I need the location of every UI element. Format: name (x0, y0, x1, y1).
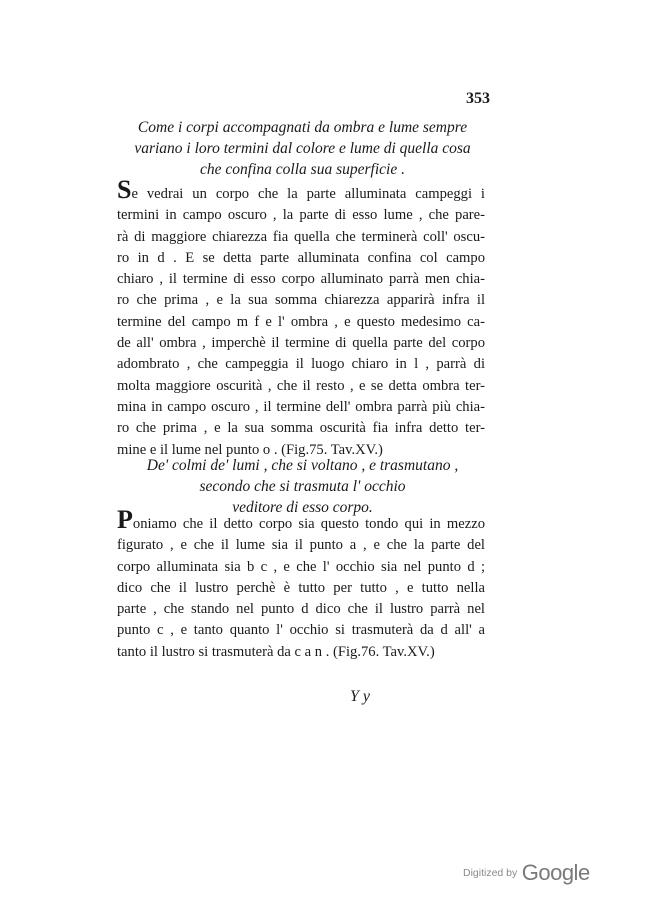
signature-mark: Y y (350, 688, 370, 705)
paragraph-line: mine e il lume nel punto o . (Fig.75. Tav.XV.) (117, 441, 383, 458)
paragraph-first-line: e vedrai un corpo che la parte alluminata campeggi i (131, 186, 485, 202)
heading-line: veditore di esso corpo. (232, 499, 373, 516)
heading-line: Come i corpi accompagnati da ombra e lume sempre (137, 119, 468, 136)
watermark-brand: Google (521, 860, 590, 885)
heading-line: che confina colla sua superficie . (200, 161, 405, 178)
paragraph-line: punto c , e tanto quanto l' occhio si trasmuterà da d all' a (117, 622, 485, 639)
paragraph-line: dico che il lustro perchè è tutto per tutto , e tutto nella (117, 579, 485, 596)
paragraph-line: mina in campo oscuro , il termine dell' ombra parrà più chia- (117, 398, 485, 415)
paragraph-line: molta maggiore oscurità , che il resto , e se detta ombra ter- (117, 377, 485, 394)
heading-line: variano i loro termini dal colore e lume di quella cosa (134, 140, 471, 157)
paragraph-line: termine del campo m f e l' ombra , e questo medesimo ca- (117, 313, 485, 330)
watermark-prefix: Digitized by (463, 867, 518, 879)
section-heading-1 (90, 117, 515, 180)
paragraph-line: chiaro , il termine di esso corpo alluminato parrà men chia- (117, 271, 485, 288)
paragraph-line: ro che prima , e la sua somma oscurità fia infra detto ter- (117, 420, 485, 437)
paragraph-line: corpo alluminata sia b c , e che l' occhio sia nel punto d ; (117, 558, 485, 575)
drop-cap: S (117, 175, 132, 204)
paragraph-line (117, 175, 485, 205)
heading-line: secondo che si trasmuta l' occhio (199, 478, 406, 495)
digitization-watermark (463, 860, 603, 886)
heading-line: De' colmi de' lumi , che si voltano , e trasmutano , (146, 457, 459, 474)
paragraph-line: ro in d . E se detta parte alluminata confina col campo (117, 249, 485, 266)
paragraph-line: figurato , e che il lume sia il punto a , e che la parte del (117, 537, 485, 554)
page-number: 353 (466, 90, 490, 107)
drop-cap: P (117, 505, 133, 534)
paragraph-line: de all' ombra , imperchè il termine di quella parte del corpo (117, 335, 485, 352)
paragraph-line: adombrato , che campeggia il luogo chiaro in l , parrà di (117, 356, 485, 373)
section-heading-2 (90, 455, 515, 518)
paragraph-line: parte , che stando nel punto d dico che il lustro parrà nel (117, 601, 485, 618)
paragraph-first-line: oniamo che il detto corpo sia questo tondo qui in mezzo (132, 516, 485, 532)
paragraph-1 (117, 175, 485, 461)
paragraph-line: ro che prima , e la sua somma chiarezza apparirà infra il (117, 292, 485, 309)
paragraph-line: termini in campo oscuro , la parte di esso lume , che pare- (117, 207, 485, 224)
paragraph-line: rà di maggiore chiarezza fia quella che terminerà coll' oscu- (117, 228, 485, 245)
paragraph-line: tanto il lustro si trasmuterà da c a n . (Fig.76. Tav.XV.) (117, 643, 435, 660)
